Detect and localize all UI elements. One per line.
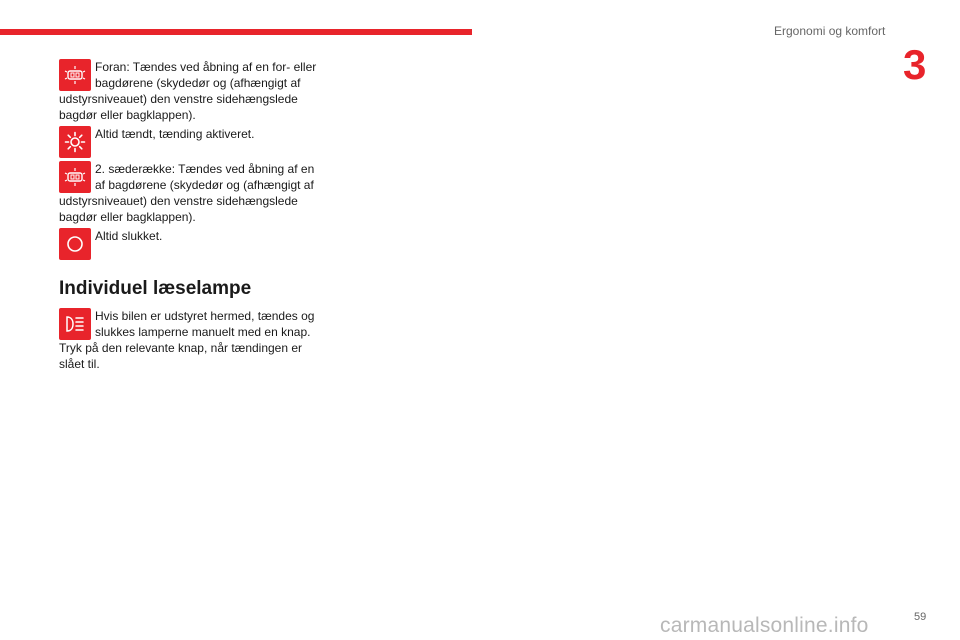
list-item-text: Altid tændt, tænding aktiveret. — [95, 127, 255, 141]
list-item-text: Foran: Tændes ved åbning af en for- eller bagdørene (skydedør og (afhængigt af udstyrsniveauet) den venstre sidehængslede bagdør eller bagklappen). — [59, 60, 317, 122]
page-number: 59 — [914, 611, 927, 623]
header-accent-bar — [0, 29, 472, 35]
reading-lamp-icon — [59, 308, 91, 340]
door-courtesy-light-icon — [59, 59, 91, 91]
sun-light-on-icon — [59, 126, 91, 158]
content-column — [59, 59, 327, 372]
circle-off-icon — [59, 228, 91, 260]
list-item-front-doors — [59, 59, 327, 123]
section-title: Ergonomi og komfort — [774, 24, 886, 38]
list-item-always-off — [59, 228, 327, 260]
list-item-second-row — [59, 161, 327, 225]
list-item-text: 2. sæderække: Tændes ved åbning af en af bagdørene (skydedør og (afhængigt af udstyrsniveauet) den venstre sidehængslede bagdør eller bagklappen). — [59, 162, 315, 224]
door-courtesy-light-icon — [59, 161, 91, 193]
list-item-text: Hvis bilen er udstyret hermed, tændes og slukkes lamperne manuelt med en knap. Tryk på den relevante knap, når tændingen er slået til. — [59, 309, 315, 371]
list-item-always-on — [59, 126, 327, 158]
chapter-number: 3 — [903, 41, 927, 88]
list-item-reading-lamp — [59, 308, 327, 372]
section-heading: Individuel læselampe — [59, 278, 252, 299]
watermark: carmanualsonline.info — [660, 614, 869, 637]
list-item-text: Altid slukket. — [95, 229, 163, 243]
